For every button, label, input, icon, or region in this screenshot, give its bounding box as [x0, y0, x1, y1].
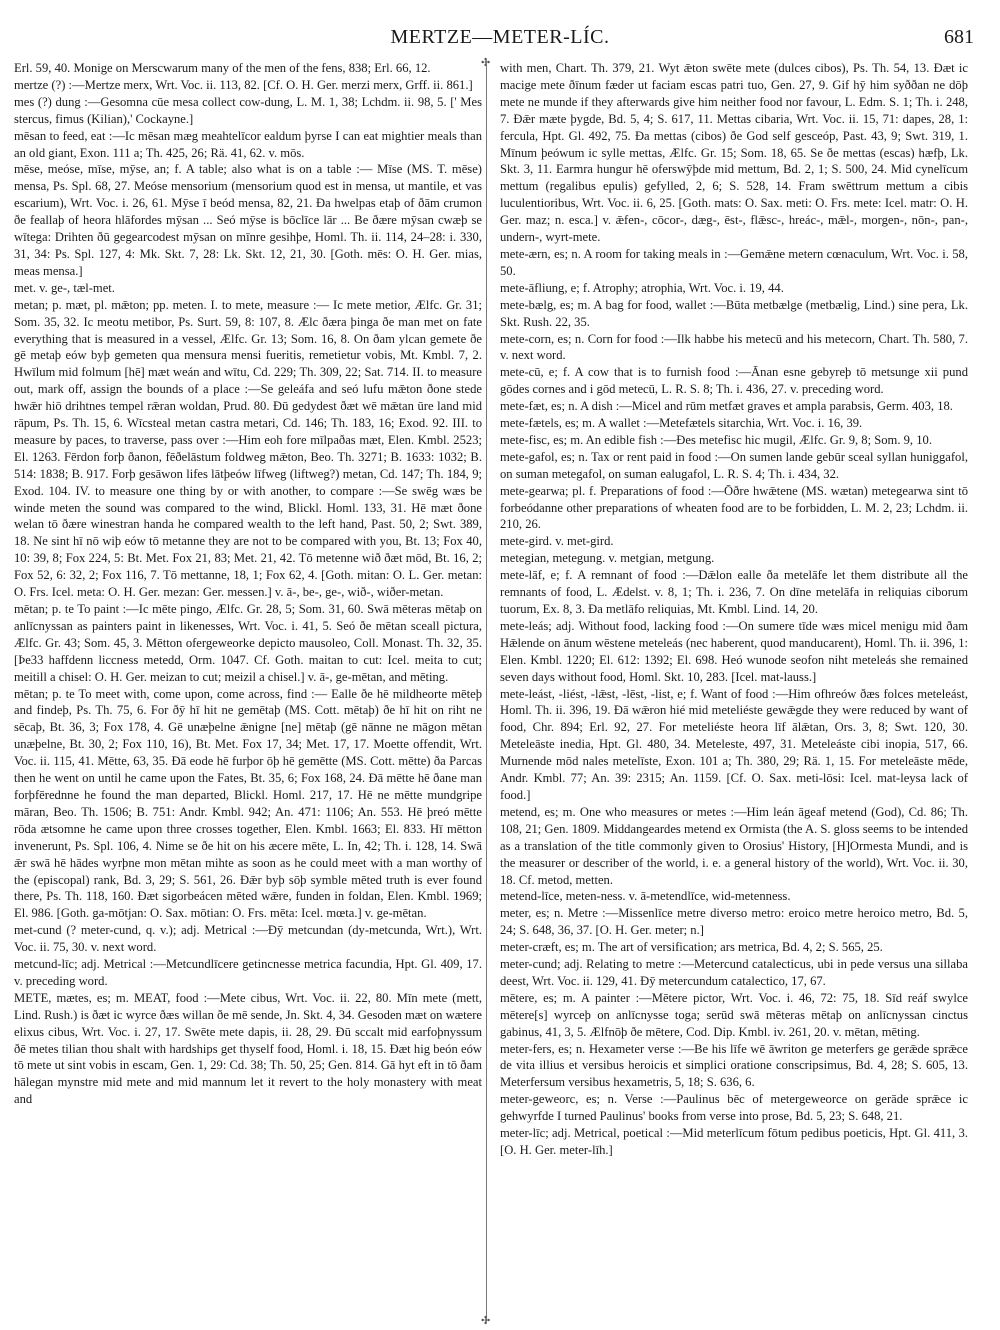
- dictionary-entry: meter-līc; adj. Metrical, poetical :—Mid meterlīcum fōtum pedibus poeticis, Hpt. Gl. 411, 3. [O. H. Ger. meter-līh.]: [500, 1126, 968, 1157]
- dictionary-entry: mete-leást, -liést, -lǣst, -lēst, -list, e; f. Want of food :—Him ofhreów ðæs folces meteleást, Homl. Th. ii. 396, 19. Ðā wǣron hié mid meteliéste gewǣgde they were reduced by want of food, Chr. 894; Erl. 92, 27. For meteliéste heora līf ālǣtan, Ors. 3, 8; Swt. 120, 30. Meteleāste inedia, Hpt. Gl. 480, 34. Meteleste, 497, 31. Meteleáste cibi inopia, 517, 66. Murnende mōd nales metelīste, Exon. 101 a; Th. 380, 29; Rä. 1, 15. For meteleāste mēde, Andr. Kmbl. 77; An. 39: 2315; An. 1159. [Cf. O. Sax. meti-lōsi: Icel. mat-leysa lack of food.]: [500, 686, 968, 802]
- dictionary-entry: mete-fæt, es; n. A dish :—Micel and rūm metfæt graves et ampla parabsis, Germ. 403, 18.: [500, 399, 953, 414]
- dictionary-entry: metan; p. mæt, pl. mǣton; pp. meten. I. to mete, measure :— Ic mete metior, Ælfc. Gr. 31; Som. 35, 32. Ic meotu metibor, Ps. Surt. 59, 8: 107, 8. Ælc ðæra þinga ðe man met on fate everything that is measured in a vessel, Ælfc. Gr. 13; Som. 16, 8. On ðam ylcan gemete ðe gē metaþ eów byþ gemeten qua mensura mensi fueritis, remetietur vobis, Mt. Kmbl. 7, 2. Hwīlum mid folmum [hē] mæt weán and wītu, Cd. 229; Th. 309, 22; Sat. 714. II. to measure out, mark off, assign the bounds of a place :—Se geleáfa and seó lufu mǣton ðone stede hwǣr hiō drihtnes tempel rǣran woldan, Prud. 80. Ðū gedydest ðæt wē mǣtan ūre land mid rāpum, Ps. Th. 15, 6. Wīcsteal metan castra metari, Cd. 146; Th. 183, 16; Exod. 92. III. to measure by paces, to traverse, pass over :—Him eoh fore mīlpaðas mæt, Elen. Kmbl. 2523; El. 1263. Fērdon forþ ðanon, fēðelāstum foldweg mǣton, Beo. Th. 3271; B. 1633: 1032; B. 514: 1838; B. 917. Forþ gesāwon lifes lātþeów līfweg (liftweg?) metan, Cd. 147; Th. 184, 9; Exod. 104. IV. to measure one thing by or with another, to compare :—Se swēg wæs be winde meten the sound was compared to the wind, Blickl. Homl. 133, 31. Hē mæt ðone welan tō ðære winestran handa he compared wealth to the left hand, Past. 50, 2; Swt. 389, 18. Ne sint hī nō wiþ eów tō metanne they are not to be compared with you, Bt. 13; Fox 40, 10: 39, 8; Fox 224, 5: Bt. Met. Fox 21, 83; Met. 21, 42. Tō metenne wið ðæt mōd, Bt. 16, 2; Fox 52, 6: 32, 2; Fox 116, 7. Tō mettanne, 18, 1; Fox 62, 4. [Goth. mitan: O. L. Ger. metan: O. Frs. Icel. meta: O. H. Ger. mezan: Ger. messen.] v. ā-, be-, ge-, wið-, wiðer-metan.: [14, 297, 482, 600]
- dictionary-entry: mētan; p. te To meet with, come upon, come across, find :— Ealle ðe hē mildheorte mēteþ and findeþ, Ps. Th. 75, 6. For ðȳ hī hit ne gemētaþ (MS. Cott. mētaþ) ðe hī hit on riht ne sēcaþ, Bt. 36, 3; Fox 178, 4. Gē unæþelne ǣnigne [ne] mētaþ (gē nānne ne māgon mētan unæþelne, Bt. 30, 2; Fox 110, 16), Bt. Met. Fox 17, 34; Met. 17, 17. Moette offendit, Wrt. Voc. ii. 115, 41. Mētte, 63, 35. Ðā eode hē furþor ōþ hē gemētte (MS. Cott. mētte) ða Parcas then he went on until he came upon the Fates, Bt. 35, 6; Fox 168, 24. Ðā mētte hē ðane man forþfērednne he found the man departed, Blickl. Homl. 217, 17. Hē ne mētte mundgripe māran, Beo. Th. 1506; B. 751: Andr. Kmbl. 942; An. 471: 1106; An. 553. Hē þreó mētte rōda ætsomne he came upon three crosses together, Elen. Kmbl. 1663; El. 833. Hī mētton invenerunt, Ps. Spl. 106, 4. Nime se ðe hit on his æcere mēte, L. In, 42; Th. i. 128, 14. Swā ǣr swā hē hādes wyrþne mon mētan mihte as soon as he could meet with a man worthy of the (episcopal) rank, Bd. 3, 29; S. 561, 26. Ðǣr byþ sōþ symble mēted truth is ever found there, Ps. Th. 118, 160. Ðæt sigorbeácen mēted wǣre, funden in foldan, Elen. Kmbl. 1969; El. 986. [Goth. ga-mōtjan: O. Sax. mōtian: O. Frs. mēta: Icel. mœta.] v. ge-mētan.: [14, 686, 482, 921]
- dictionary-entry: with men, Chart. Th. 379, 21. Wyt ǣton swēte mete (dulces cibos), Ps. Th. 54, 13. Ðæt ic macige mete ðīnum fæder ut faciam escas patri tuo, Gen. 27, 9. Gif hȳ him syððan ne dōþ mete ne munde if they afterwards give him neither food nor favour, L. Edm. S. 1; Th. i. 248, 7. Ðǣr mæte þygde, Bd. 5, 4; S. 617, 11. Mettas cibaria, Wrt. Voc. ii. 15, 71: dapes, 28, 1: fercula, Hpt. Gl. 492, 75. Ða mettas (cibos) ðe God self gesceóp, Past. 43, 9; Swt. 319, 1. Mīnum þeówum ic sylle mettas, Ælfc. Gr. 15; Som. 18, 65. Se ðe mettas (escas) hæfþ, Lk. Skt. 3, 11. Earmra hungur hē oferswȳþde mid mettum, Bd. 2, 1; S. 500, 24. Mid cynelīcum mettum (regalibus epulis) gefylled, 2, 6; S. 528, 14. Fram swēttrum mettum a cibis luculentioribus, Wrt. Voc. ii. 6, 25. [Goth. mats: O. Sax. meti: O. Frs. mete: Icel. matr: O. H. Ger. maz; n. esca.] v. ǣfen-, cōcor-, dæg-, ēst-, flǣsc-, hreác-, mǣl-, morgen-, nōn-, pan-, undern-, wyrt-mete.: [500, 61, 968, 245]
- right-column: [500, 60, 968, 1322]
- dictionary-entry: mes (?) dung :—Gesomna cūe mesa collect cow-dung, L. M. 1, 38; Lchdm. ii. 98, 5. [' Mes stercus, fimus (Kilian),' Cockayne.]: [14, 94, 482, 126]
- dictionary-entry: mete-gird. v. met-gird.: [500, 534, 614, 549]
- dictionary-entry: mete-ærn, es; n. A room for taking meals in :—Gemǣne metern cœnaculum, Wrt. Voc. i. 58, 50.: [500, 246, 968, 278]
- dictionary-entry: metegian, metegung. v. metgian, metgung.: [500, 551, 715, 566]
- dictionary-entry: mētere, es; m. A painter :—Mētere pictor, Wrt. Voc. i. 46, 72: 75, 18. Sīd reáf swylce mētere[s] wyrceþ on anlīcnysse toga; serūd swā mēteras mētaþ on anlīcnyssan cinctus gabinus, 41, 3, 5. Ælfnōþ ðe mētere, Cod. Dip. Kmbl. iv. 261, 20. v. mētan, mēting.: [500, 990, 968, 1039]
- dictionary-entry: mete-bælg, es; m. A bag for food, wallet :—Būta metbælge (metbælig, Lind.) sine pera, Lk. Skt. Rush. 22, 35.: [500, 297, 968, 329]
- dictionary-entry: mēsan to feed, eat :—Ic mēsan mæg meahtelīcor ealdum þyrse I can eat mightier meals than an old giant, Exon. 111 a; Th. 425, 26; Rä. 41, 62. v. mōs.: [14, 128, 482, 160]
- dictionary-entry: meter-cræft, es; m. The art of versification; ars metrica, Bd. 4, 2; S. 565, 25.: [500, 940, 883, 955]
- dictionary-entry: met. v. ge-, tæl-met.: [14, 280, 115, 295]
- column-divider: [486, 60, 487, 1322]
- page-running-head: MERTZE—METER-LÍC.: [390, 26, 610, 48]
- dictionary-entry: mete-fætels, es; m. A wallet :—Metefætels sitarchia, Wrt. Voc. i. 16, 39.: [500, 416, 863, 431]
- column-rule-ornament-bottom: ✣: [481, 1315, 491, 1327]
- dictionary-entry: mētan; p. te To paint :—Ic mēte pingo, Ælfc. Gr. 28, 5; Som. 31, 60. Swā mēteras mētaþ on anlīcnyssan as painters paint in likenesses, Wrt. Voc. i. 41, 5. Seó ðe mētan sceall pictura, Ælfc. Gr. 43; Som. 45, 3. Mētton ofergeweorke depicto mausoleo, Coll. Monast. Th. 32, 35. [Þe33 haffdenn liccness metedd, Orm. 1047. Cf. Goth. maitan to cut: Icel. meita to cut; meitill a chisel: O. H. Ger. meizan to cut; meizil a chisel.] v. ā-, ge-mētan, and mēting.: [14, 602, 482, 684]
- dictionary-entry: mete-gafol, es; n. Tax or rent paid in food :—On sumen lande gebūr sceal syllan huniggafol, on suman metegafol, on suman ealugafol, L. R. S. 4; Th. i. 434, 32.: [500, 449, 968, 481]
- page-number: 681: [944, 26, 974, 48]
- dictionary-entry: meter-cund; adj. Relating to metre :—Metercund catalecticus, ubi in pede versus una sillaba deest, Wrt. Voc. ii. 129, 41. Ðȳ metercundum catalectico, 17, 67.: [500, 957, 968, 988]
- dictionary-entry: mete-fisc, es; m. An edible fish :—Ðes metefisc hic mugil, Ælfc. Gr. 9, 8; Som. 9, 10.: [500, 432, 932, 447]
- dictionary-entry: mete-leás; adj. Without food, lacking food :—On sumere tīde wæs micel menigu mid ðam Hǣlende on ānum wēstene meteleás (nec haberent, quod manducarent), Homl. Th. ii. 396, 1: Elen. Kmbl. 1220; El. 612: 1392; El. 698. Heó wunode seofon niht meteleás she remained seven days without food, Homl. Skt. 10, 283. [Icel. mat-lauss.]: [500, 618, 968, 684]
- dictionary-entry: metend-līce, meten-ness. v. ā-metendlīce, wid-metenness.: [500, 889, 791, 904]
- dictionary-entry: mete-corn, es; n. Corn for food :—Ilk habbe his metecū and his metecorn, Chart. Th. 580, 7. v. next word.: [500, 331, 968, 363]
- dictionary-entry: met-cund (? meter-cund, q. v.); adj. Metrical :—Ðȳ metcundan (dy-metcunda, Wrt.), Wrt. Voc. ii. 75, 30. v. next word.: [14, 923, 482, 955]
- dictionary-entry: metend, es; m. One who measures or metes :—Him leán āgeaf metend (God), Cd. 86; Th. 108, 21; Gen. 1809. Middangeardes metend ex Ormista (the A. S. gloss seems to be intended as a translation of the title commonly given to Orosius' History, [H]Ormesta Mundi, and is the measurer or describer of the world, i. e. a general history of the world), Wrt. Voc. ii. 30, 18. Cf. metod, metten.: [500, 804, 968, 887]
- dictionary-entry: Erl. 59, 40. Monige on Merscwarum many of the men of the fens, 838; Erl. 66, 12.: [14, 61, 431, 75]
- dictionary-entry: mēse, meóse, mīse, mȳse, an; f. A table; also what is on a table :— Mīse (MS. T. mēse) mensa, Ps. Spl. 68, 27. Meóse mensorium (mensorium quod est in mensa, ut mantile, et vas escarium), Wrt. Voc. i. 26, 61. Mȳse ī beód mensa, 82, 21. Ða hwelpas etaþ of ðām crumon ðe feallaþ of heora hlāfordes mȳsan ... Seó mȳse is bōclīce lār ... Be ðære mȳsan cwæþ se wītega: Drihten ðū gegearcodest mȳsan on mīnre gesihþe, Homl. Th. ii. 114, 24–28: i. 330, 31, 34: Ps. Spl. 127, 4: Mk. Skt. 7, 28: Lk. Skt. 12, 21, 30. [Goth. mēs: O. H. Ger. mias, meas mensa.]: [14, 162, 482, 278]
- dictionary-entry: mete-lāf, e; f. A remnant of food :—Dǣlon ealle ða metelāfe let them distribute all the remnants of food, L. Ædelst. v. 8, 1; Th. i. 236, 7. On dīne metelāfa in reliquias ciborum tuorum, Ex. 8, 3. Ða metlāfo reliquias, Mt. Kmbl. Lind. 14, 20.: [500, 568, 968, 616]
- dictionary-entry: METE, mætes, es; m. MEAT, food :—Mete cibus, Wrt. Voc. ii. 22, 80. Mīn mete (mett, Lind. Rush.) is ðæt ic wyrce ðæs willan ðe mē sende, Jn. Skt. 4, 34. Gesoden mæt on wætere elixus cibus, Wrt. Voc. i. 27, 17. Swēte mete dapis, ii. 28, 29. Ðū sccalt mid earfoþnyssum ðē metes tilian thou shalt with hardships get thyself food, Homl. i. 18, 15. Ðæt hig beón eów tō mete ut sint vobis in escam, Gen. 1, 29: Cd. 38; Th. 50, 25; Gen. 814. Gā hyt eft in tō ðam hālegan mynstre mid mete and mid mannum let it revert to the holy monastery with meat and: [14, 990, 482, 1107]
- dictionary-entry: meter, es; n. Metre :—Missenlīce metre diverso metro: eroico metre heroico metro, Bd. 5, 24; S. 648, 36, 37. [O. H. Ger. meter; n.]: [500, 906, 968, 938]
- dictionary-entry: mete-āfliung, e; f. Atrophy; atrophia, Wrt. Voc. i. 19, 44.: [500, 280, 784, 295]
- dictionary-entry: metcund-līc; adj. Metrical :—Metcundlīcere getincnesse metrica facundia, Hpt. Gl. 409, 17. v. preceding word.: [14, 957, 482, 988]
- dictionary-entry: meter-fers, es; n. Hexameter verse :—Be his līfe wē āwriton ge meterfers ge gerǣde sprǣce de vita illius et versibus heroicis et simplici oratione conscripsimus, Bd. 4, 28; S. 605, 13. Meterfersum versibus hexametris, 5, 18; S. 636, 6.: [500, 1041, 968, 1090]
- column-rule-ornament-top: ✣: [481, 57, 491, 69]
- dictionary-entry: mete-gearwa; pl. f. Preparations of food :—Ōðre hwǣtene (MS. wætan) metegearwa sint tō forbeódanne other preparations of wheaten food are to be forbidden, L. M. 2, 23; Lchdm. ii. 210, 26.: [500, 483, 968, 532]
- dictionary-entry: mete-cū, e; f. A cow that is to furnish food :—Ānan esne gebyreþ tō metsunge xii pund gōdes cornes and i gōd metecū, L. R. S. 8; Th. i. 436, 27. v. preceding word.: [500, 365, 968, 397]
- left-column: [14, 60, 482, 1322]
- dictionary-entry: meter-geweorc, es; n. Verse :—Paulinus bēc of metergeweorce on gerāde sprǣce ic gehwyrfde I turned Paulinus' books from verse into prose, Bd. 5, 23; S. 648, 21.: [500, 1092, 968, 1124]
- dictionary-entry: mertze (?) :—Mertze merx, Wrt. Voc. ii. 113, 82. [Cf. O. H. Ger. merzi merx, Grff. ii. 861.]: [14, 77, 473, 92]
